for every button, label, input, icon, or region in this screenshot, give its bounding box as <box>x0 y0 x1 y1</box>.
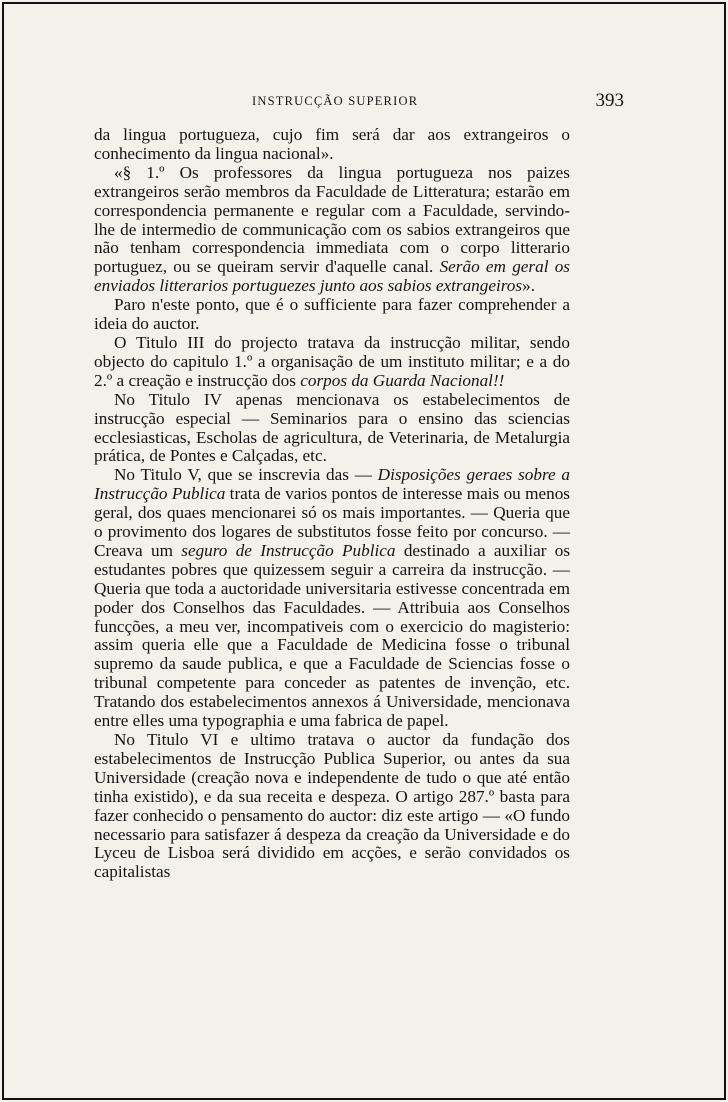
text-run: Paro n'este ponto, que é o sufficiente para fazer comprehender a ideia do auctor. <box>94 295 570 334</box>
text-run: da lingua portugueza, cujo fim será dar aos extrangeiros o conhecimento da lingua nacional». <box>94 125 570 163</box>
text-run: No Titulo VI e ultimo tratava o auctor da fundação dos estabelecimentos de Instrucção Publica Superior, ou antes da sua Universidade (creação nova e independente de tudo o que até então tinha existido), e da sua receita e despeza. O artigo 287.º basta para fazer conhecido o pensamento do auctor: diz este artigo — «O fundo necessario para satisfazer á despeza da creação da Universidade e do Lyceu de Lisboa será dividido em acções, e serão convidados os capitalistas <box>94 730 570 882</box>
running-title: INSTRUCÇÃO SUPERIOR <box>252 94 419 108</box>
running-head <box>112 90 624 112</box>
paragraph-titulo-iv <box>94 391 570 467</box>
paragraph <box>94 296 570 334</box>
paragraph-titulo-vi <box>94 731 570 882</box>
page-number: 393 <box>595 90 624 111</box>
text-run: ». <box>522 276 535 296</box>
italic-run: Serão em geral os enviados litterarios portuguezes junto aos sabios extrangeiros <box>94 257 571 296</box>
italic-run: Disposições geraes sobre a Instrucção Publica <box>94 465 570 504</box>
paragraph-continuation <box>94 126 570 164</box>
text-run: O Titulo III do projecto tratava da instrucção militar, sendo objecto do capitulo 1.º a organisação de um instituto militar; e a do 2.º a creação e instrucção dos <box>94 332 570 390</box>
text-run: «§ 1.º Os professores da lingua portugueza nos paizes extrangeiros serão membros da Faculdade de Litteratura; estarão em correspondencia permanente e regular com a Faculdade, servindo-lhe de intermedio de communicação com os sabios extrangeiros que não tenham correspondencia immediata com o corpo litterario portuguez, ou se queiram servir d'aquelle canal. <box>94 162 570 277</box>
text-run: destinado a auxiliar os estudantes pobres que quizessem seguir a carreira da instrucção. — Queria que toda a auctoridade universitaria estivesse concentrada em poder dos Conselhos das Faculdades. — Attribuia aos Conselhos funcções, a meu ver, incompativeis com o exercicio do magisterio: assim queria elle que a Faculdade de Medicina fosse o tribunal supremo da saude publica, e que a Faculdade de Sciencias fosse o tribunal competente para conceder as patentes de invenção, etc. Tratando dos estabelecimentos annexos á Universidade, mencionava entre elles uma typographia e uma fabrica de papel. <box>94 540 571 731</box>
italic-run: corpos da Guarda Nacional!! <box>300 370 505 390</box>
italic-run: seguro de Instrucção Publica <box>181 540 396 560</box>
paragraph-article-1 <box>94 164 570 296</box>
text-run: trata de varios pontos de interesse mais ou menos geral, dos quaes mencionarei só os mais importantes. — Queria que o provimento dos logares de substitutos fosse feito por concurso. — Creava um <box>94 484 570 560</box>
paragraph-titulo-iii <box>94 334 570 391</box>
body-text <box>94 126 570 882</box>
text-run: No Titulo IV apenas mencionava os estabelecimentos de instrucção especial — Seminarios para o ensino das sciencias ecclesiasticas, Escholas de agricultura, de Veterinaria, de Metalurgia prática, de Pontes e Calçadas, etc. <box>94 389 570 466</box>
text-run: No Titulo V, que se inscrevia das — <box>114 465 378 485</box>
paragraph-titulo-v <box>94 466 570 731</box>
